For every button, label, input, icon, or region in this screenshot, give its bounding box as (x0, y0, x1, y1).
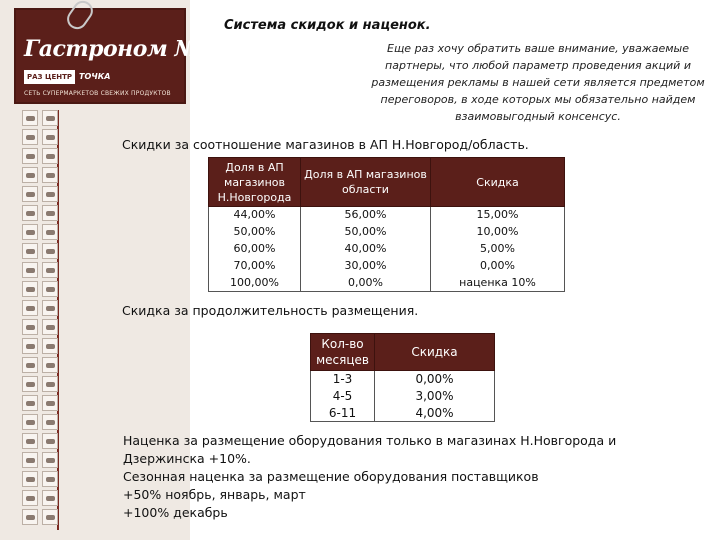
product-thumb-icon (42, 243, 58, 259)
product-thumb-icon (42, 129, 58, 145)
product-thumb-icon (42, 262, 58, 278)
table-row (209, 207, 565, 224)
table-cell: 10,00% (431, 224, 565, 241)
table-header-row (311, 334, 495, 371)
table-row (209, 224, 565, 241)
footer-line: Наценка за размещение оборудования только в магазинах Н.Новгорода и (123, 433, 617, 448)
product-thumb-icon (22, 338, 38, 354)
partner-logo-text: ТОЧКА (79, 72, 111, 81)
product-thumb-icon (42, 338, 58, 354)
product-thumb-icon (42, 148, 58, 164)
table-header-row (209, 158, 565, 207)
product-thumb-icon (22, 471, 38, 487)
page-title: Система скидок и наценок. (224, 18, 431, 33)
table-cell: 1-3 (311, 371, 375, 388)
product-thumb-icon (42, 376, 58, 392)
product-thumb-icon (22, 395, 38, 411)
product-thumb-icon (42, 186, 58, 202)
table-cell: 0,00% (431, 258, 565, 275)
product-thumb-icon (42, 300, 58, 316)
product-thumb-icon (22, 509, 38, 525)
table-cell: 3,00% (375, 388, 495, 405)
table-cell: 60,00% (209, 241, 301, 258)
col-header-nnovgorod-share: Доля в АП магазинов Н.Новгорода (209, 158, 301, 207)
table-cell: 50,00% (209, 224, 301, 241)
table-cell: 70,00% (209, 258, 301, 275)
product-thumb-icon (42, 414, 58, 430)
table-cell: 50,00% (301, 224, 431, 241)
section2-heading: Скидка за продолжительность размещения. (122, 303, 419, 318)
table-cell: 4-5 (311, 388, 375, 405)
decorative-icon-column (22, 110, 84, 530)
section1-heading: Скидки за соотношение магазинов в АП Н.Новгород/область. (122, 137, 529, 152)
table-cell: 6-11 (311, 405, 375, 422)
table-row (209, 258, 565, 275)
table-row (209, 241, 565, 258)
table-cell: 15,00% (431, 207, 565, 224)
table-cell: 44,00% (209, 207, 301, 224)
product-thumb-icon (22, 224, 38, 240)
product-thumb-icon (22, 300, 38, 316)
product-thumb-icon (42, 452, 58, 468)
table-cell: 0,00% (301, 275, 431, 292)
product-thumb-icon (42, 281, 58, 297)
product-thumb-icon (22, 433, 38, 449)
product-thumb-icon (22, 281, 38, 297)
col-header-region-share: Доля в АП магазинов области (301, 158, 431, 207)
intro-paragraph: Еще раз хочу обратить ваше внимание, уважаемые партнеры, что любой параметр проведения акций и размещения рекламы в нашей сети является предметом переговоров, в ходе которых мы обязательно найдем взаимовыгодный консенсус. (371, 42, 705, 123)
product-thumb-icon (42, 509, 58, 525)
partner-logo-box: РАЗ ЦЕНТР (24, 70, 75, 84)
footer-line: Дзержинска +10%. (123, 451, 251, 466)
product-thumb-icon (22, 129, 38, 145)
product-thumb-icon (22, 148, 38, 164)
product-thumb-icon (42, 110, 58, 126)
footer-notes (123, 432, 643, 522)
brand-logo (14, 8, 213, 104)
product-thumb-icon (42, 319, 58, 335)
product-thumb-icon (42, 224, 58, 240)
table-cell: 30,00% (301, 258, 431, 275)
table-cell: 56,00% (301, 207, 431, 224)
footer-line: +50% ноябрь, январь, март (123, 487, 306, 502)
product-thumb-icon (42, 167, 58, 183)
brand-name: Гастроном №1 (24, 36, 213, 62)
product-thumb-icon (22, 376, 38, 392)
table-row (311, 371, 495, 388)
product-thumb-icon (42, 357, 58, 373)
product-thumb-icon (22, 490, 38, 506)
product-thumb-icon (22, 357, 38, 373)
product-thumb-icon (42, 395, 58, 411)
product-thumb-icon (22, 243, 38, 259)
product-thumb-icon (22, 186, 38, 202)
main-content (122, 0, 720, 540)
col-header-months: Кол-во месяцев (311, 334, 375, 371)
brand-partner-strip (24, 70, 180, 84)
brand-tagline: СЕТЬ СУПЕРМАРКЕТОВ СВЕЖИХ ПРОДУКТОВ (24, 90, 171, 97)
duration-discount-table (310, 333, 495, 422)
table-row (311, 405, 495, 422)
footer-line: +100% декабрь (123, 505, 228, 520)
product-thumb-icon (22, 205, 38, 221)
table-row (209, 275, 565, 292)
table-cell: 5,00% (431, 241, 565, 258)
footer-line: Сезонная наценка за размещение оборудования поставщиков (123, 469, 539, 484)
product-thumb-icon (42, 490, 58, 506)
product-thumb-icon (22, 452, 38, 468)
table-row (311, 388, 495, 405)
product-thumb-icon (42, 433, 58, 449)
product-thumb-icon (22, 319, 38, 335)
table-cell: 0,00% (375, 371, 495, 388)
table-cell: 4,00% (375, 405, 495, 422)
table-cell: 100,00% (209, 275, 301, 292)
share-discount-table (208, 157, 565, 292)
product-thumb-icon (22, 262, 38, 278)
col-header-discount: Скидка (431, 158, 565, 207)
product-thumb-icon (22, 110, 38, 126)
product-thumb-icon (42, 471, 58, 487)
product-thumb-icon (42, 205, 58, 221)
table-cell: наценка 10% (431, 275, 565, 292)
product-thumb-icon (22, 414, 38, 430)
product-thumb-icon (22, 167, 38, 183)
col-header-discount: Скидка (375, 334, 495, 371)
table-cell: 40,00% (301, 241, 431, 258)
